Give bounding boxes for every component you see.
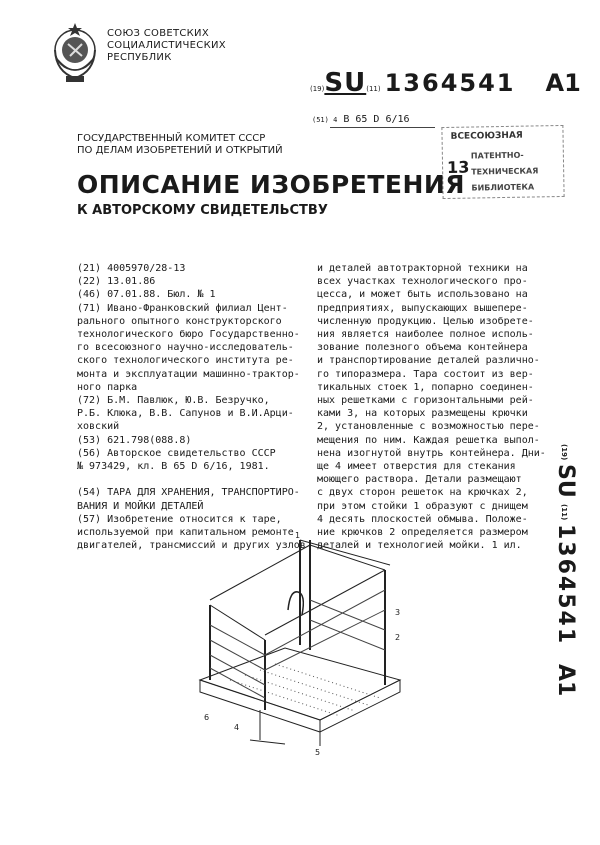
biblio-line: монта и эксплуатации машинно-трактор- <box>77 368 300 380</box>
figure-label: 2 <box>395 633 401 642</box>
abstract-line: ками 3, на которых размещены крючки <box>317 408 528 420</box>
union-name <box>107 28 247 64</box>
abstract-line: 2, установленные с возможностью пере- <box>317 421 540 433</box>
biblio-line: ВАНИЯ И МОЙКИ ДЕТАЛЕЙ <box>77 500 204 512</box>
abstract-line: с двух сторон решеток на крючках 2, <box>317 487 528 499</box>
ipc-classification <box>312 114 410 125</box>
bibliographic-data <box>77 262 307 552</box>
committee-name <box>77 133 297 157</box>
biblio-line: ского технологического института ре- <box>77 355 294 367</box>
committee-line: ПО ДЕЛАМ ИЗОБРЕТЕНИЙ И ОТКРЫТИЙ <box>77 145 283 156</box>
abstract-line: ще 4 имеет отверстия для стекания <box>317 461 516 473</box>
biblio-line: (56) Авторское свидетельство СССР <box>77 447 276 459</box>
biblio-line <box>77 473 307 486</box>
ipc-underline <box>330 127 435 128</box>
ipc-code: B 65 D 6/16 <box>343 114 410 125</box>
abstract-line: тикальных стоек 1, попарно соединен- <box>317 381 534 393</box>
biblio-line: технологического бюро Государственно- <box>77 329 300 341</box>
inid-code-19: (19) <box>310 85 325 93</box>
margin-number: 1364541 <box>553 524 578 646</box>
abstract-line: численную продукцию. Целью изобрете- <box>317 315 534 327</box>
abstract-line: зование полезного объема контейнера <box>317 342 528 354</box>
biblio-line: (71) Ивано-Франковский филиал Цент- <box>77 302 288 314</box>
abstract-line: предприятиях, выпускающих вышепере- <box>317 302 528 314</box>
abstract-line: моющего раствора. Детали размещают <box>317 474 522 486</box>
margin-inid-11: (11) <box>560 504 568 521</box>
country-code: SU <box>324 68 367 98</box>
kind-code: A1 <box>545 69 581 97</box>
biblio-line: ного парка <box>77 381 138 393</box>
biblio-line: № 973429, кл. В 65 D 6/16, 1981. <box>77 461 270 473</box>
margin-patent-number <box>520 444 580 704</box>
abstract-line: 4 десять плоскостей обмыва. Положе- <box>317 513 528 525</box>
inid-code-11: (11) <box>366 85 381 93</box>
abstract-line: цесса, и может быть использовано на <box>317 289 528 301</box>
margin-inid-19: (19) <box>560 444 568 461</box>
biblio-line: Р.Б. Клюка, В.В. Сапунов и В.И.Арци- <box>77 408 294 420</box>
abstract-line: го типоразмера. Тара состоит из вер- <box>317 368 534 380</box>
abstract-line: ние крючков 2 определяется размером <box>317 527 528 539</box>
biblio-line: (21) 4005970/28-13 <box>77 263 186 274</box>
abstract-line: и деталей автотракторной техники на <box>317 263 528 274</box>
stamp-line: БИБЛИОТЕКА <box>471 182 535 193</box>
biblio-line: двигателей, трансмиссий и других узлов <box>77 540 306 552</box>
biblio-line: ховский <box>77 421 120 433</box>
document-title: ОПИСАНИЕ ИЗОБРЕТЕНИЯ <box>77 170 466 199</box>
abstract-line: при этом стойки 1 образуют с днищем <box>317 500 528 512</box>
abstract-line: нена изогнутой внутрь контейнера. Дни- <box>317 447 546 459</box>
union-name-line: РЕСПУБЛИК <box>107 52 172 63</box>
figure-label: 3 <box>395 608 401 617</box>
biblio-line: используемой при капитальном ремонте <box>77 527 294 539</box>
abstract-line: и транспортирование деталей различно- <box>317 355 540 367</box>
union-name-line: СОЦИАЛИСТИЧЕСКИХ <box>107 40 226 51</box>
biblio-line: го всесоюзного научно-исследователь- <box>77 342 294 354</box>
abstract-line: деталей и технологией мойки. 1 ил. <box>317 540 522 552</box>
abstract-line: всех участках технологического про- <box>317 276 528 288</box>
union-name-line: СОЮЗ СОВЕТСКИХ <box>107 28 209 39</box>
abstract-line: ных решетками с горизонтальными рей- <box>317 395 534 407</box>
biblio-line: (57) Изобретение относится к таре, <box>77 513 282 525</box>
margin-country: SU <box>553 464 578 498</box>
ussr-emblem-icon <box>48 20 103 90</box>
committee-line: ГОСУДАРСТВЕННЫЙ КОМИТЕТ СССР <box>77 133 266 144</box>
abstract-line: мещения по ним. Каждая решетка выпол- <box>317 434 540 446</box>
stamp-line: ВСЕСОЮЗНАЯ <box>450 130 523 142</box>
patent-number: 1364541 <box>384 69 516 97</box>
patent-number-line <box>310 68 581 98</box>
figure-label: 4 <box>234 723 240 732</box>
biblio-line: (22) 13.01.86 <box>77 276 156 288</box>
abstract-continuation <box>317 262 552 552</box>
figure-label: 5 <box>315 748 321 757</box>
stamp-line: ТЕХНИЧЕСКАЯ <box>471 166 539 177</box>
biblio-line: (54) ТАРА ДЛЯ ХРАНЕНИЯ, ТРАНСПОРТИРО- <box>77 487 300 499</box>
inid-code-51: (51) 4 <box>312 116 338 124</box>
stamp-line: ПАТЕНТНО- <box>470 150 524 161</box>
margin-kind: A1 <box>553 664 578 697</box>
biblio-line: (72) Б.М. Павлюк, Ю.В. Безручко, <box>77 395 270 407</box>
abstract-line: ния является наиболее полное исполь- <box>317 329 534 341</box>
biblio-line: (53) 621.798(088.8) <box>77 434 192 446</box>
figure-label: 6 <box>204 713 210 722</box>
stamp-number: 13 <box>446 157 470 177</box>
container-drawing <box>190 530 420 760</box>
biblio-line: (46) 07.01.88. Бюл. № 1 <box>77 289 216 301</box>
biblio-line: рального опытного конструкторского <box>77 315 282 327</box>
document-subtitle: К АВТОРСКОМУ СВИДЕТЕЛЬСТВУ <box>77 203 328 218</box>
figure-label: 1 <box>295 531 301 540</box>
